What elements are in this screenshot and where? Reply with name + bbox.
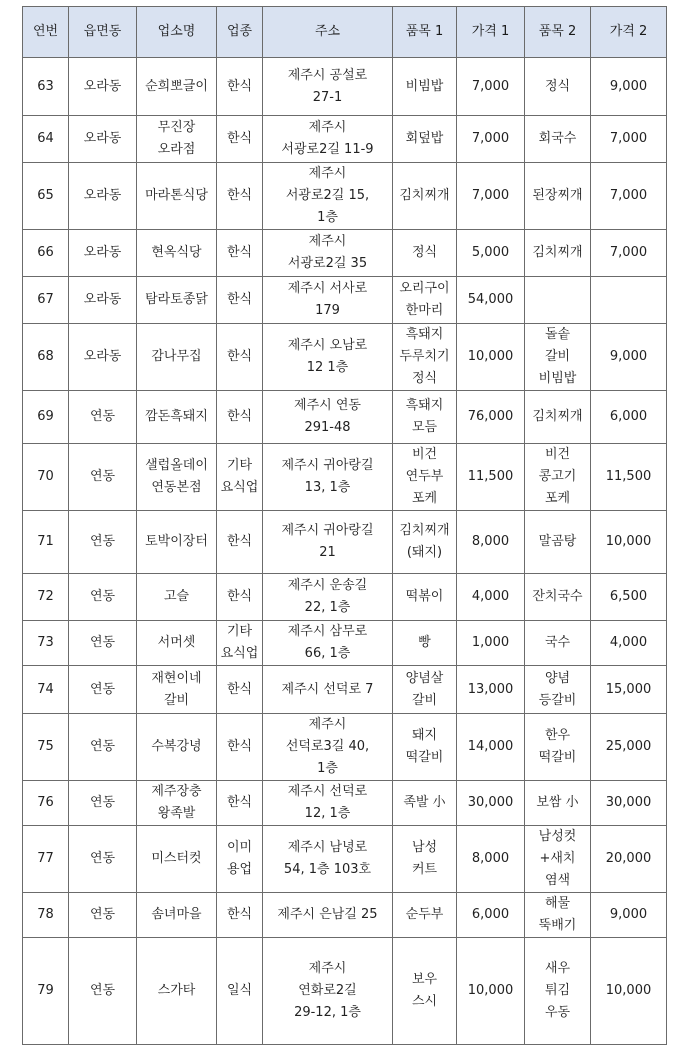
- cell-name: 순희뽀글이: [137, 58, 217, 116]
- cell-name: 깜돈흑돼지: [137, 391, 217, 444]
- cell-price1: 7,000: [457, 116, 525, 163]
- cell-item2: 해물 뚝배기: [525, 893, 591, 938]
- cell-price2: 10,000: [591, 511, 667, 574]
- table-row: [23, 938, 667, 1045]
- table-row: [23, 666, 667, 714]
- cell-type: 한식: [217, 230, 263, 277]
- cell-type: 한식: [217, 511, 263, 574]
- cell-price1: 5,000: [457, 230, 525, 277]
- cell-address: 제주시 서광로2길 35: [263, 230, 393, 277]
- cell-address: 제주시 연동 291-48: [263, 391, 393, 444]
- cell-name: 서머셋: [137, 621, 217, 666]
- cell-dong: 연동: [69, 781, 137, 826]
- cell-dong: 오라동: [69, 58, 137, 116]
- cell-price1: 54,000: [457, 277, 525, 324]
- cell-no: 69: [23, 391, 69, 444]
- cell-item1: 흑돼지 모듬: [393, 391, 457, 444]
- cell-name: 미스터컷: [137, 826, 217, 893]
- cell-price1: 6,000: [457, 893, 525, 938]
- cell-item2: 새우 튀김 우동: [525, 938, 591, 1045]
- cell-price1: 7,000: [457, 163, 525, 230]
- cell-item2: 보쌈 小: [525, 781, 591, 826]
- cell-dong: 오라동: [69, 277, 137, 324]
- cell-name: 현옥식당: [137, 230, 217, 277]
- cell-price2: 15,000: [591, 666, 667, 714]
- cell-price1: 11,500: [457, 444, 525, 511]
- cell-name: 마라톤식당: [137, 163, 217, 230]
- table-row: [23, 324, 667, 391]
- table-row: [23, 163, 667, 230]
- cell-dong: 연동: [69, 621, 137, 666]
- cell-item2: 김치찌개: [525, 391, 591, 444]
- cell-item2: 정식: [525, 58, 591, 116]
- cell-item1: 오리구이 한마리: [393, 277, 457, 324]
- cell-item1: 보우 스시: [393, 938, 457, 1045]
- cell-address: 제주시 서사로 179: [263, 277, 393, 324]
- header-dong: 읍면동: [69, 7, 137, 58]
- cell-dong: 연동: [69, 391, 137, 444]
- table-row: [23, 574, 667, 621]
- cell-no: 65: [23, 163, 69, 230]
- cell-item2: [525, 277, 591, 324]
- cell-price1: 14,000: [457, 714, 525, 781]
- restaurant-price-table: [22, 6, 667, 1045]
- table-row: [23, 621, 667, 666]
- cell-item1: 회덮밥: [393, 116, 457, 163]
- cell-type: 한식: [217, 391, 263, 444]
- cell-no: 79: [23, 938, 69, 1045]
- cell-type: 기타 요식업: [217, 621, 263, 666]
- cell-price2: 30,000: [591, 781, 667, 826]
- cell-price2: 6,500: [591, 574, 667, 621]
- cell-type: 한식: [217, 893, 263, 938]
- table-row: [23, 714, 667, 781]
- cell-address: 제주시 삼무로 66, 1층: [263, 621, 393, 666]
- cell-address: 제주시 남녕로 54, 1층 103호: [263, 826, 393, 893]
- cell-type: 한식: [217, 58, 263, 116]
- table-row: [23, 116, 667, 163]
- cell-name: 토박이장터: [137, 511, 217, 574]
- cell-price1: 13,000: [457, 666, 525, 714]
- cell-price2: 11,500: [591, 444, 667, 511]
- cell-price1: 10,000: [457, 324, 525, 391]
- cell-no: 64: [23, 116, 69, 163]
- cell-no: 67: [23, 277, 69, 324]
- cell-no: 72: [23, 574, 69, 621]
- table-row: [23, 781, 667, 826]
- cell-item2: 한우 떡갈비: [525, 714, 591, 781]
- cell-price2: 7,000: [591, 116, 667, 163]
- cell-price1: 8,000: [457, 826, 525, 893]
- cell-price2: 7,000: [591, 163, 667, 230]
- cell-no: 70: [23, 444, 69, 511]
- table-row: [23, 826, 667, 893]
- cell-address: 제주시 서광로2길 11-9: [263, 116, 393, 163]
- cell-price2: 4,000: [591, 621, 667, 666]
- table-header-row: [23, 7, 667, 58]
- cell-type: 한식: [217, 116, 263, 163]
- table-row: [23, 277, 667, 324]
- cell-item2: 남성컷 +새치 염색: [525, 826, 591, 893]
- cell-item2: 비건 콩고기 포케: [525, 444, 591, 511]
- cell-dong: 연동: [69, 511, 137, 574]
- cell-price1: 10,000: [457, 938, 525, 1045]
- header-no: 연번: [23, 7, 69, 58]
- cell-no: 73: [23, 621, 69, 666]
- header-price1: 가격 1: [457, 7, 525, 58]
- cell-type: 일식: [217, 938, 263, 1045]
- table-row: [23, 230, 667, 277]
- cell-price2: [591, 277, 667, 324]
- cell-no: 77: [23, 826, 69, 893]
- cell-item1: 정식: [393, 230, 457, 277]
- table-row: [23, 58, 667, 116]
- cell-type: 이미 용업: [217, 826, 263, 893]
- cell-no: 68: [23, 324, 69, 391]
- cell-item1: 김치찌개: [393, 163, 457, 230]
- cell-dong: 오라동: [69, 163, 137, 230]
- cell-address: 제주시 연화로2길 29-12, 1층: [263, 938, 393, 1045]
- cell-price2: 9,000: [591, 893, 667, 938]
- cell-name: 감나무집: [137, 324, 217, 391]
- table-row: [23, 893, 667, 938]
- cell-price2: 6,000: [591, 391, 667, 444]
- cell-address: 제주시 귀아랑길 21: [263, 511, 393, 574]
- cell-item1: 떡볶이: [393, 574, 457, 621]
- cell-price1: 76,000: [457, 391, 525, 444]
- cell-no: 63: [23, 58, 69, 116]
- cell-dong: 연동: [69, 666, 137, 714]
- cell-address: 제주시 오남로 12 1층: [263, 324, 393, 391]
- cell-type: 한식: [217, 277, 263, 324]
- cell-item2: 돌솥 갈비 비빔밥: [525, 324, 591, 391]
- cell-name: 탐라토종닭: [137, 277, 217, 324]
- cell-item2: 김치찌개: [525, 230, 591, 277]
- cell-type: 한식: [217, 163, 263, 230]
- header-address: 주소: [263, 7, 393, 58]
- cell-address: 제주시 공설로 27-1: [263, 58, 393, 116]
- cell-price2: 10,000: [591, 938, 667, 1045]
- cell-dong: 오라동: [69, 230, 137, 277]
- cell-address: 제주시 귀아랑길 13, 1층: [263, 444, 393, 511]
- cell-dong: 연동: [69, 826, 137, 893]
- cell-item1: 남성 커트: [393, 826, 457, 893]
- cell-dong: 연동: [69, 444, 137, 511]
- cell-item1: 돼지 떡갈비: [393, 714, 457, 781]
- header-name: 업소명: [137, 7, 217, 58]
- cell-name: 샐럽올데이 연동본점: [137, 444, 217, 511]
- cell-price1: 4,000: [457, 574, 525, 621]
- cell-item1: 양념살 갈비: [393, 666, 457, 714]
- cell-name: 솜녀마을: [137, 893, 217, 938]
- cell-item2: 회국수: [525, 116, 591, 163]
- cell-item2: 국수: [525, 621, 591, 666]
- header-type: 업종: [217, 7, 263, 58]
- cell-price1: 7,000: [457, 58, 525, 116]
- cell-item2: 양념 등갈비: [525, 666, 591, 714]
- cell-item2: 된장찌개: [525, 163, 591, 230]
- table-row: [23, 444, 667, 511]
- cell-price2: 9,000: [591, 324, 667, 391]
- cell-price2: 9,000: [591, 58, 667, 116]
- cell-item1: 빵: [393, 621, 457, 666]
- cell-no: 71: [23, 511, 69, 574]
- cell-address: 제주시 서광로2길 15, 1층: [263, 163, 393, 230]
- cell-type: 한식: [217, 666, 263, 714]
- cell-dong: 연동: [69, 714, 137, 781]
- cell-name: 고슬: [137, 574, 217, 621]
- cell-name: 무진장 오라점: [137, 116, 217, 163]
- cell-no: 78: [23, 893, 69, 938]
- cell-price2: 20,000: [591, 826, 667, 893]
- cell-dong: 연동: [69, 893, 137, 938]
- table-row: [23, 511, 667, 574]
- cell-name: 제주장충 왕족발: [137, 781, 217, 826]
- cell-no: 76: [23, 781, 69, 826]
- cell-item1: 비빔밥: [393, 58, 457, 116]
- cell-address: 제주시 선덕로 7: [263, 666, 393, 714]
- cell-price1: 30,000: [457, 781, 525, 826]
- cell-no: 75: [23, 714, 69, 781]
- cell-address: 제주시 운송길 22, 1층: [263, 574, 393, 621]
- table-row: [23, 391, 667, 444]
- header-price2: 가격 2: [591, 7, 667, 58]
- cell-price1: 1,000: [457, 621, 525, 666]
- cell-price2: 7,000: [591, 230, 667, 277]
- cell-type: 기타 요식업: [217, 444, 263, 511]
- cell-address: 제주시 선덕로 12, 1층: [263, 781, 393, 826]
- cell-name: 스가타: [137, 938, 217, 1045]
- cell-dong: 오라동: [69, 324, 137, 391]
- cell-item1: 족발 小: [393, 781, 457, 826]
- cell-dong: 연동: [69, 574, 137, 621]
- cell-no: 66: [23, 230, 69, 277]
- cell-name: 재현이네 갈비: [137, 666, 217, 714]
- cell-price2: 25,000: [591, 714, 667, 781]
- table-body: [23, 58, 667, 1045]
- header-item1: 품목 1: [393, 7, 457, 58]
- cell-type: 한식: [217, 574, 263, 621]
- cell-type: 한식: [217, 324, 263, 391]
- cell-type: 한식: [217, 714, 263, 781]
- cell-dong: 오라동: [69, 116, 137, 163]
- cell-item2: 말곰탕: [525, 511, 591, 574]
- cell-item1: 비건 연두부 포케: [393, 444, 457, 511]
- cell-name: 수복강녕: [137, 714, 217, 781]
- cell-address: 제주시 은남길 25: [263, 893, 393, 938]
- cell-item1: 순두부: [393, 893, 457, 938]
- cell-item1: 흑돼지 두루치기 정식: [393, 324, 457, 391]
- cell-dong: 연동: [69, 938, 137, 1045]
- header-item2: 품목 2: [525, 7, 591, 58]
- cell-type: 한식: [217, 781, 263, 826]
- cell-no: 74: [23, 666, 69, 714]
- cell-address: 제주시 선덕로3길 40, 1층: [263, 714, 393, 781]
- cell-price1: 8,000: [457, 511, 525, 574]
- cell-item1: 김치찌개 (돼지): [393, 511, 457, 574]
- cell-item2: 잔치국수: [525, 574, 591, 621]
